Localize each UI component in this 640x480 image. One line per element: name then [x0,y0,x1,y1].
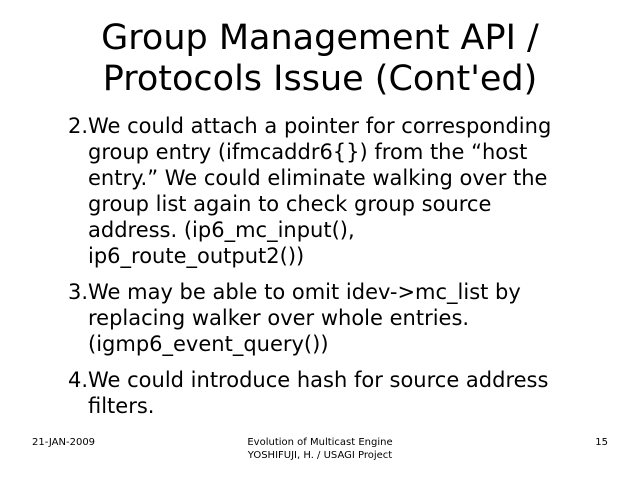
list-item-text [88,113,628,269]
list-item-line: We could attach a pointer for corresponding [88,114,552,138]
list-item-text [88,279,628,357]
list-item-number: 2. [68,114,89,138]
footer-presentation-title: Evolution of Multicast Engine [247,437,393,448]
slide-title [0,18,640,100]
bullet-list [68,113,628,429]
list-item-line: replacing walker over whole entries. [88,306,470,330]
list-item-line: group entry (ifmcaddr6{}) from the “host [88,140,528,164]
list-item-number: 3. [68,280,89,304]
list-item-4 [68,367,628,419]
slide-title-line-2: Protocols Issue (Cont'ed) [102,59,538,99]
footer-author: YOSHIFUJI, H. / USAGI Project [247,450,393,461]
list-item-line: group list again to check group source [88,192,492,216]
list-item-line: We could introduce hash for source address [88,368,549,392]
page-number: 15 [595,437,608,448]
list-item-line: ip6_route_output2()) [88,244,305,268]
list-item-line: (igmp6_event_query()) [88,332,329,356]
list-item-number: 4. [68,368,89,392]
list-item-line: filters. [88,394,155,418]
list-item-2 [68,113,628,269]
list-item-3 [68,279,628,357]
footer-date: 21-JAN-2009 [32,437,96,448]
list-item-text [88,367,628,419]
list-item-line: We may be able to omit idev->mc_list by [88,280,521,304]
footer-center [200,436,440,462]
list-item-line: entry.” We could eliminate walking over the [88,166,548,190]
slide-title-line-1: Group Management API / [101,18,539,58]
list-item-line: address. (ip6_mc_input(), [88,218,355,242]
